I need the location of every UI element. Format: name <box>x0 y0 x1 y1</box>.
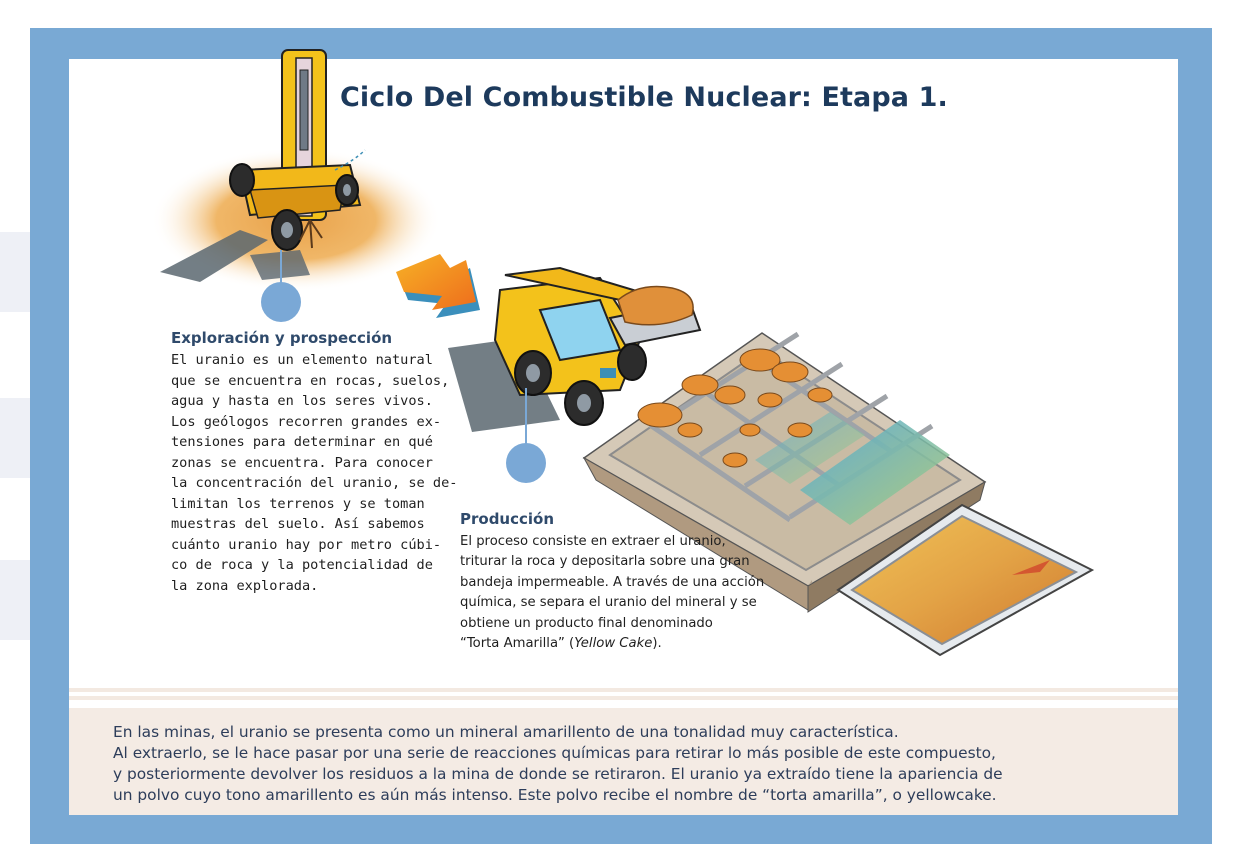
exploration-line: la zona explorada. <box>171 577 319 594</box>
footer-line: Al extraerlo, se le hace pasar por una serie de reacciones químicas para retirar lo más posible de este compuesto, <box>113 744 996 762</box>
production-line: bandeja impermeable. A través de una acción <box>460 574 765 590</box>
exploration-line: co de roca y la potencialidad de <box>171 557 433 573</box>
production-last-suffix: ). <box>652 636 662 652</box>
page-title: Ciclo Del Combustible Nuclear: Etapa 1. <box>340 82 948 113</box>
exploration-line: la concentración del uranio, se de- <box>171 475 458 491</box>
exploration-line: limitan los terrenos y se toman <box>171 495 425 512</box>
production-line: triturar la roca y depositarla sobre una gran <box>460 554 750 570</box>
exploration-line: El uranio es un elemento natural <box>171 352 433 368</box>
exploration-line: Los geólogos recorren grandes ex- <box>171 413 442 430</box>
production-line: El proceso consiste en extraer el uranio, <box>460 534 726 549</box>
exploration-marker <box>261 282 301 322</box>
footer-text <box>113 722 1003 806</box>
exploration-line: agua y hasta en los seres vivos. <box>171 393 433 409</box>
exploration-line: muestras del suelo. Así sabemos <box>171 516 425 532</box>
production-line: química, se separa el uranio del mineral y se <box>460 595 757 611</box>
production-marker <box>506 443 546 483</box>
exploration-line: cuánto uranio hay por metro cúbi- <box>171 536 442 553</box>
footer-line: En las minas, el uranio se presenta como un mineral amarillento de una tonalidad muy característica. <box>113 723 899 741</box>
footer-line: un polvo cuyo tono amarillento es aún más intenso. Este polvo recibe el nombre de “torta amarilla”, o yellowcake. <box>113 786 997 804</box>
footer-separator <box>69 688 1178 700</box>
exploration-line: tensiones para determinar en qué <box>171 434 433 450</box>
footer-line: y posteriormente devolver los residuos a la mina de donde se retiraron. El uranio ya extraído tiene la apariencia de <box>113 765 1003 783</box>
production-line-last <box>460 634 764 654</box>
production-body <box>460 532 764 654</box>
exploration-line: zonas se encuentra. Para conocer <box>171 454 433 471</box>
production-last-prefix: “Torta Amarilla” ( <box>460 636 575 652</box>
exploration-heading: Exploración y prospección <box>171 329 393 347</box>
exploration-body <box>171 350 457 596</box>
production-line: obtiene un producto final denominado <box>460 615 713 631</box>
production-heading: Producción <box>460 510 555 528</box>
yellow-cake-term: Yellow Cake <box>574 636 653 652</box>
exploration-line: que se encuentra en rocas, suelos, <box>171 372 450 389</box>
